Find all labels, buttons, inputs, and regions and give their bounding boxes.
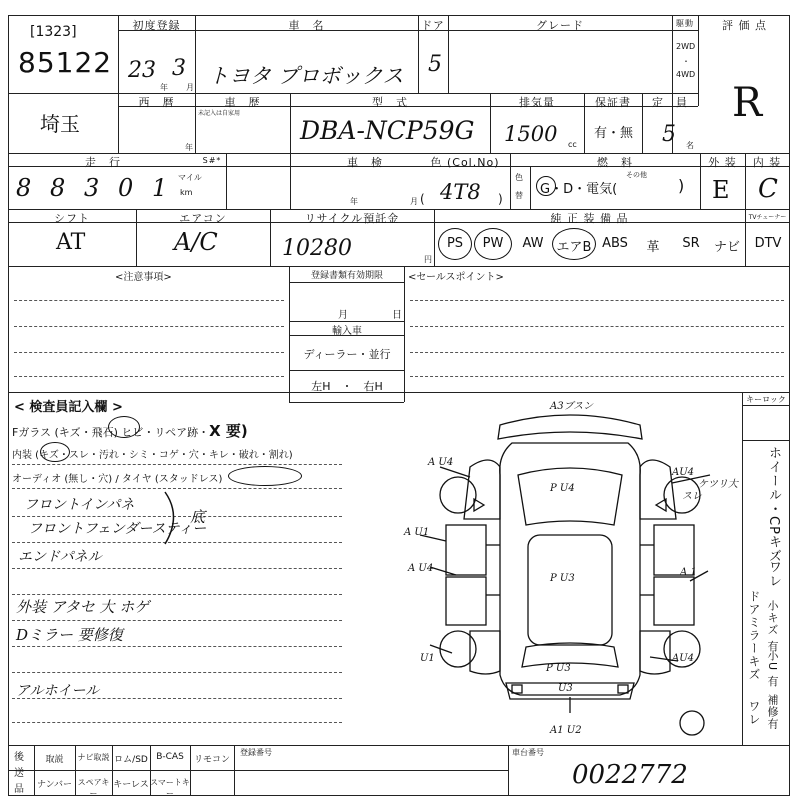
year-handwritten: 23 (128, 58, 156, 83)
note-front-fender: フロントフェンダースティー (28, 521, 207, 537)
label-left-rear: U1 (420, 653, 435, 664)
fuel-options: G・D・電気( (540, 182, 618, 197)
drive-4wd: 4WD (676, 70, 696, 79)
inspector-line-interior: 内装 (キズ・スレ・汚れ・シミ・コゲ・穴・キレ・破れ・割れ) (12, 450, 293, 461)
chip-circle (108, 416, 140, 438)
repair-label: 補修有 (766, 694, 779, 730)
docs-day: 日 (392, 310, 402, 321)
label-hood: P U4 (550, 483, 575, 494)
capacity-unit: 名 (686, 141, 694, 150)
label-right-door: A 1 (680, 567, 697, 578)
equip-aw: AW (522, 236, 544, 251)
handle-option: 左H ・ 右H (311, 380, 383, 393)
mileage-digit: 0 (118, 174, 134, 202)
chassis-header: 車台番号 (512, 748, 544, 757)
equip-dtv: DTV (754, 236, 782, 251)
warranty-options: 有・無 (594, 126, 634, 141)
color-handwritten: 4T8 (440, 180, 481, 204)
chassis-handwritten: 0022772 (572, 760, 688, 790)
note-wheel: アルホイール (16, 683, 100, 699)
displacement-header: 排気量 (519, 96, 555, 109)
doc-bcas: B-CAS (156, 752, 184, 762)
note-end-panel: エンドパネル (18, 549, 102, 565)
history-note: 未記入は自家用 (198, 110, 241, 117)
mileage-digits (10, 166, 180, 209)
warranty-header: 保証書 (595, 96, 631, 109)
studless-circle (228, 466, 302, 486)
doc-spare-key: スペアキー (77, 778, 110, 798)
doc-smart-key: スマートキー (150, 778, 190, 798)
bottom-label-bottom: 品 (14, 784, 24, 795)
month-handwritten: 3 (172, 56, 186, 81)
equip-leather: 革 (646, 240, 660, 255)
aircon-handwritten: A/C (174, 228, 218, 256)
note-mark: 底 (190, 508, 206, 526)
mileage-digit: 8 (16, 174, 32, 202)
recycle-unit: 円 (424, 255, 432, 264)
wheel-crack-label: ワレ (766, 560, 781, 588)
interior-header: 内 装 (752, 156, 782, 169)
region-handwritten: 埼玉 (40, 112, 80, 136)
exterior-handwritten: E (712, 176, 730, 204)
color-header: 色 (Col.No) (430, 156, 500, 169)
color-change-bottom: 替 (515, 191, 523, 200)
capacity-handwritten: 5 (662, 122, 676, 147)
color-paren-close: ) (498, 192, 503, 206)
recycle-handwritten: 10280 (282, 236, 352, 261)
doc-manual: 取説 (45, 755, 64, 765)
label-left-door: A U1 (404, 527, 430, 538)
cc-unit: cc (568, 140, 577, 149)
inspector-line-audio: オーディオ (無し・穴) / タイヤ (スタッドレス) (12, 474, 223, 485)
ps-circle (438, 228, 472, 260)
doc-navi-manual: ナビ取説 (77, 753, 110, 762)
label-right-rear: AU4 (672, 653, 695, 664)
car-diagram (400, 395, 740, 743)
door-mirror-label: ドアミラーキズ (747, 590, 761, 681)
model-handwritten: DBA-NCP59G (300, 116, 475, 145)
sales-header: <セールスポイント> (408, 272, 504, 283)
wheel-cp-label: ホイール・CPキズ (766, 446, 781, 563)
inspection-month-unit: 月 (410, 197, 418, 206)
label-front-left: A U4 (428, 457, 454, 468)
history-header: 車 歴 (224, 96, 261, 109)
drive-2wd: 2WD (676, 42, 696, 51)
doors-handwritten: 5 (428, 52, 442, 77)
scratch-circle (40, 442, 70, 462)
grade-header: グレード (536, 19, 584, 32)
label-rear: U3 (558, 683, 573, 694)
doc-remote: リモコン (193, 755, 230, 765)
glass-required: X 要) (209, 422, 248, 440)
inspection-header: 車 検 (347, 156, 383, 169)
label-rear-bumper: A1 U2 (550, 725, 582, 736)
mileage-digit: 1 (152, 174, 168, 202)
cc-handwritten: 1500 (504, 122, 558, 146)
west-header: 西 暦 (138, 96, 175, 109)
pw-circle (474, 228, 512, 260)
bottom-label-top: 後 (14, 752, 24, 763)
doc-plate: ナンバー (37, 780, 72, 790)
mileage-digit: 3 (84, 174, 100, 202)
small-scratch-label: 小キズ 有 (766, 600, 779, 653)
dealer-option: ディーラー・並行 (303, 348, 391, 361)
aircon-header: エアコン (179, 212, 227, 225)
lot-bracket: [1323] (30, 24, 77, 40)
doors-header: ドア (421, 19, 445, 32)
label-right-note2: スレ (682, 491, 702, 502)
import-header: 輸入車 (332, 326, 362, 337)
equip-navi: ナビ (713, 240, 740, 255)
fuel-other: その他 (626, 171, 647, 179)
tuner-header: TVチューナー (748, 214, 787, 221)
lot-number: 85122 (18, 46, 113, 79)
registration-header: 登録番号 (240, 748, 272, 757)
shift-header: シフト (54, 212, 90, 225)
rating-handwritten: R (732, 80, 763, 126)
note-front-panel: フロントインパネ (24, 497, 135, 513)
s-num-header: S#* (202, 156, 222, 165)
small-u-label: 小U 有 (766, 650, 779, 688)
doc-rom-sd: ロム/SD (114, 755, 148, 765)
label-front: A3ブスン (550, 401, 594, 412)
fuel-close: ) (678, 176, 685, 195)
mile-unit: マイル (178, 173, 202, 182)
car-name-header: 車 名 (288, 19, 325, 32)
rating-header: 評 価 点 (722, 19, 767, 32)
note-mirror: Dミラー 要修復 (16, 626, 123, 644)
docs-month: 月 (338, 310, 348, 321)
west-year-unit: 年 (185, 143, 193, 152)
bottom-label-mid: 送 (14, 768, 24, 779)
model-header: 型 式 (372, 96, 408, 109)
exterior-header: 外 装 (708, 156, 737, 169)
inspection-year-unit: 年 (350, 197, 358, 206)
fuel-header: 燃 料 (597, 156, 633, 169)
airbag-circle (552, 228, 596, 260)
doc-keyless: キーレス (113, 780, 149, 790)
equip-airbag: エアB (556, 240, 592, 255)
capacity-header: 定 員 (652, 96, 688, 109)
note-exterior: 外装 アタセ 大 ホゲ (16, 598, 150, 616)
color-paren-open: ( (420, 192, 425, 206)
equipment-header: 純 正 装 備 品 (550, 212, 629, 225)
equip-pw: PW (482, 236, 504, 251)
car-name-handwritten: トヨタ プロボックス (208, 64, 404, 88)
mileage-digit: 8 (50, 174, 66, 202)
shift-handwritten: AT (56, 230, 86, 255)
bracket-mark (160, 488, 190, 548)
year-unit: 年 (160, 83, 168, 92)
first-reg-header: 初度登録 (132, 19, 181, 32)
label-rear-window: P U3 (546, 663, 571, 674)
drive-dot: ・ (682, 57, 690, 66)
caution-header: <注意事項> (115, 272, 172, 283)
color-change-top: 色 (515, 173, 523, 182)
month-unit: 月 (186, 83, 194, 92)
interior-handwritten: C (758, 174, 778, 204)
label-roof: P U3 (550, 573, 575, 584)
key-lock-label: キーロック (746, 395, 786, 404)
mileage-header: 走 行 (85, 156, 121, 169)
equip-abs: ABS (602, 236, 628, 251)
label-right-note1: ケツリ大 (698, 479, 738, 490)
equip-sr: SR (682, 236, 700, 251)
km-unit: km (180, 188, 193, 197)
docs-header: 登録書類有効期限 (310, 271, 383, 281)
recycle-header: リサイクル預託金 (304, 212, 400, 225)
inspector-header: < 検査員記入欄 > (14, 400, 123, 415)
glass-text: Fガラス (キズ・飛石) ヒビ・リペア跡・ (12, 426, 210, 439)
door-mirror-crack-label: ワレ (747, 700, 761, 726)
equip-ps: PS (446, 236, 464, 251)
label-left-rear-door: A U4 (408, 563, 434, 574)
label-front-right: AU4 (672, 467, 695, 478)
drive-header: 駆動 (676, 19, 694, 28)
